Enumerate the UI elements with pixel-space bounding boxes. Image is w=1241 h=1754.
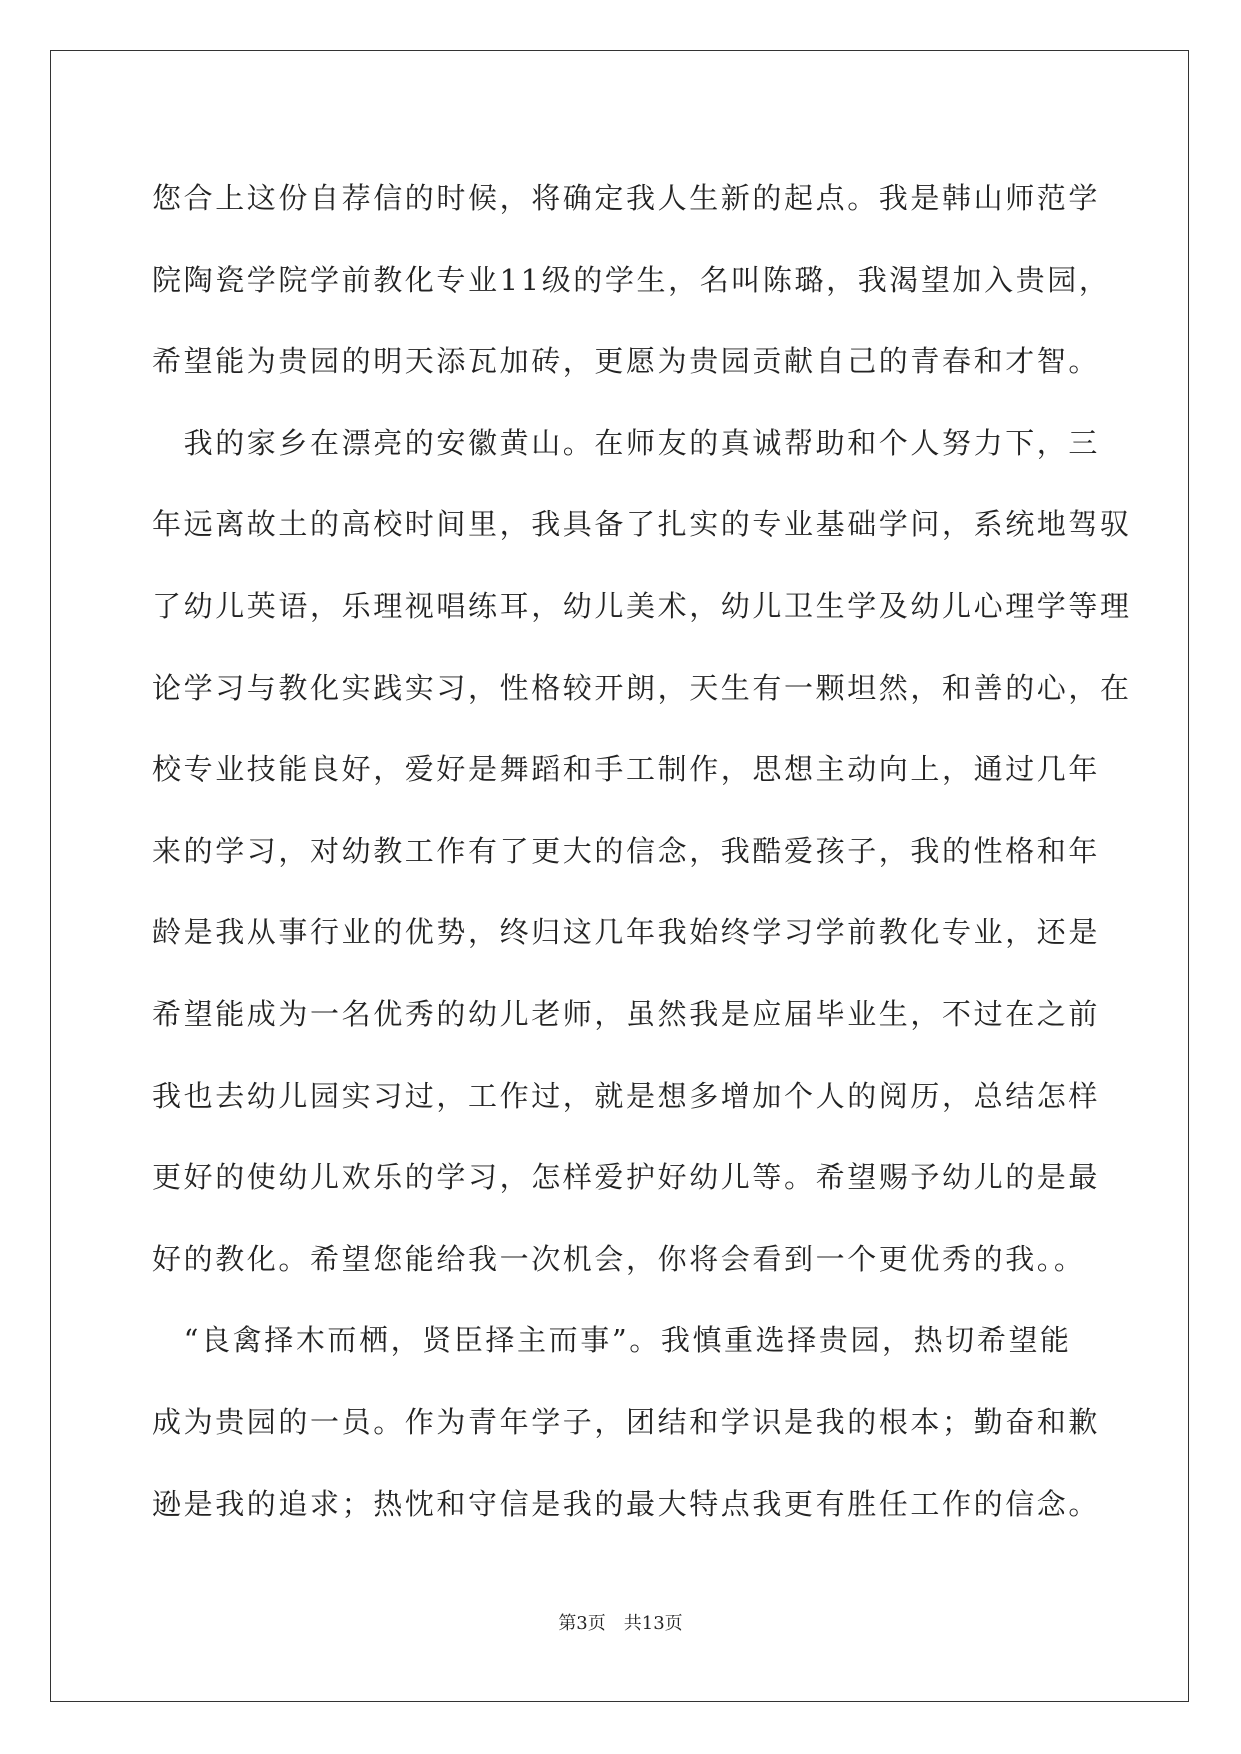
text-line-8: 校专业技能良好，爱好是舞蹈和手工制作，思想主动向上，通过几年 xyxy=(152,752,1101,787)
text-line-10: 龄是我从事行业的优势，终归这几年我始终学习学前教化专业，还是 xyxy=(152,915,1101,950)
text-line-15: “良禽择木而栖，贤臣择主而事”。我慎重选择贵园，热切希望能 xyxy=(152,1323,1072,1358)
text-line-11: 希望能成为一名优秀的幼儿老师，虽然我是应届毕业生，不过在之前 xyxy=(152,996,1101,1031)
text-line-4: 我的家乡在漂亮的安徽黄山。在师友的真诚帮助和个人努力下，三 xyxy=(152,425,1101,460)
text-line-3: 希望能为贵园的明天添瓦加砖，更愿为贵园贡献自己的青春和才智。 xyxy=(152,344,1101,379)
text-line-5: 年远离故土的高校时间里，我具备了扎实的专业基础学问，系统地驾驭 xyxy=(152,507,1132,542)
page-number: 第3页 共13页 xyxy=(558,1613,683,1634)
text-line-1: 您合上这份自荐信的时候，将确定我人生新的起点。我是韩山师范学 xyxy=(152,181,1101,215)
text-line-16: 成为贵园的一员。作为青年学子，团结和学识是我的根本；勤奋和歉 xyxy=(152,1404,1101,1439)
text-line-14: 好的教化。希望您能给我一次机会，你将会看到一个更优秀的我。。 xyxy=(152,1241,1086,1276)
text-line-2: 院陶瓷学院学前教化专业11级的学生，名叫陈璐，我渴望加入贵园， xyxy=(152,262,1111,297)
document-body xyxy=(152,158,1132,1545)
text-line-13: 更好的使幼儿欢乐的学习，怎样爱护好幼儿等。希望赐予幼儿的是最 xyxy=(152,1160,1101,1195)
text-line-7: 论学习与教化实践实习，性格较开朗，天生有一颗坦然，和善的心，在 xyxy=(152,670,1132,705)
text-line-9: 来的学习，对幼教工作有了更大的信念，我酷爱孩子，我的性格和年 xyxy=(152,833,1101,868)
text-line-17: 逊是我的追求；热忱和守信是我的最大特点我更有胜任工作的信念。 xyxy=(152,1486,1101,1521)
page-footer xyxy=(0,1609,1241,1635)
text-line-12: 我也去幼儿园实习过，工作过，就是想多增加个人的阅历，总结怎样 xyxy=(152,1078,1101,1113)
text-line-6: 了幼儿英语，乐理视唱练耳，幼儿美术，幼儿卫生学及幼儿心理学等理 xyxy=(152,588,1132,623)
